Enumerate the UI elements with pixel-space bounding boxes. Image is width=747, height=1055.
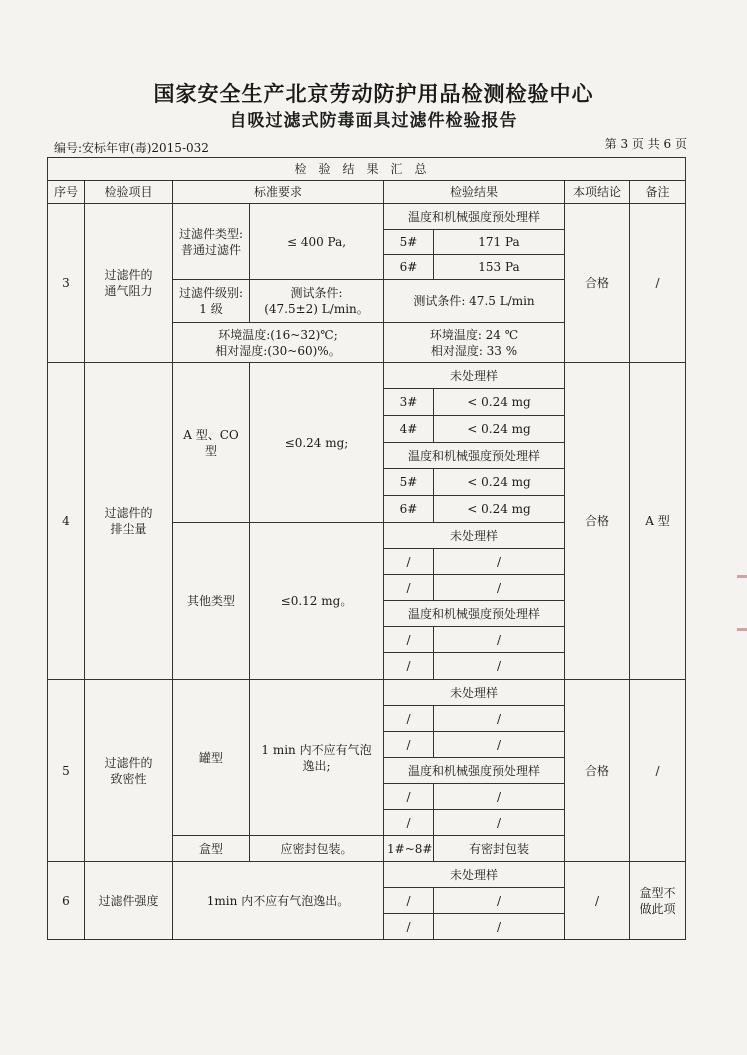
col-header-conclusion: 本项结论 xyxy=(565,181,630,204)
sample-id: / xyxy=(384,549,434,575)
result-subheader: 温度和机械强度预处理样 xyxy=(384,601,565,627)
result-subheader: 未处理样 xyxy=(384,363,565,389)
requirement-value: 1min 内不应有气泡逸出。 xyxy=(173,862,384,940)
sample-id: / xyxy=(384,810,434,836)
row-number: 3 xyxy=(48,204,85,363)
requirement-label: 过滤件级别: 1 级 xyxy=(173,280,250,323)
filter-type: 其他类型 xyxy=(173,523,250,680)
result-subheader: 未处理样 xyxy=(384,680,565,706)
margin-mark xyxy=(737,575,747,578)
summary-title: 检验结果汇总 xyxy=(48,158,686,181)
result-value: < 0.24 mg xyxy=(434,416,565,443)
result-subheader: 温度和机械强度预处理样 xyxy=(384,758,565,784)
filter-type: A 型、CO 型 xyxy=(173,363,250,523)
conclusion: 合格 xyxy=(565,204,630,363)
sample-id: / xyxy=(384,575,434,601)
result-subheader: 未处理样 xyxy=(384,523,565,549)
requirement-value: 1 min 内不应有气泡 逸出; xyxy=(250,680,384,836)
table-row xyxy=(48,862,686,888)
margin-mark xyxy=(737,628,747,631)
conclusion: 合格 xyxy=(565,680,630,862)
requirement-value: ≤ 400 Pa, xyxy=(250,204,384,280)
col-header-result: 检验结果 xyxy=(384,181,565,204)
result-subheader: 温度和机械强度预处理样 xyxy=(384,443,565,469)
col-header-requirement: 标准要求 xyxy=(173,181,384,204)
result-value: / xyxy=(434,706,565,732)
row-number: 6 xyxy=(48,862,85,940)
result-value: / xyxy=(434,914,565,940)
result-value: / xyxy=(434,627,565,653)
table-row xyxy=(48,363,686,389)
result-value: / xyxy=(434,810,565,836)
table-row xyxy=(48,680,686,706)
sample-id: 5# xyxy=(384,469,434,496)
sample-id: / xyxy=(384,653,434,680)
filter-type: 罐型 xyxy=(173,680,250,836)
note: / xyxy=(630,204,686,363)
result-value: / xyxy=(434,784,565,810)
sample-id: 4# xyxy=(384,416,434,443)
item-name: 过滤件的 通气阻力 xyxy=(85,204,173,363)
requirement-value: ≤0.24 mg; xyxy=(250,363,384,523)
result-value: < 0.24 mg xyxy=(434,496,565,523)
col-header-note: 备注 xyxy=(630,181,686,204)
result-value: 有密封包装 xyxy=(434,836,565,862)
result-value: 153 Pa xyxy=(434,255,565,280)
page-number: 第 3 页 共 6 页 xyxy=(604,137,687,151)
sample-id: 1#~8# xyxy=(384,836,434,862)
result-value: / xyxy=(434,653,565,680)
item-name: 过滤件的 排尘量 xyxy=(85,363,173,680)
result-value: < 0.24 mg xyxy=(434,469,565,496)
item-name: 过滤件的 致密性 xyxy=(85,680,173,862)
sample-id: / xyxy=(384,732,434,758)
environment-requirement: 环境温度:(16~32)℃; 相对湿度:(30~60)%。 xyxy=(173,323,384,363)
result-value: / xyxy=(434,575,565,601)
column-header-row xyxy=(48,181,686,204)
result-value: / xyxy=(434,888,565,914)
document-number: 编号:安标年审(毒)2015-032 xyxy=(54,141,209,155)
environment-result: 环境温度: 24 ℃ 相对湿度: 33 % xyxy=(384,323,565,363)
results-table xyxy=(47,157,686,940)
requirement-value: ≤0.12 mg。 xyxy=(250,523,384,680)
sample-id: 6# xyxy=(384,496,434,523)
col-header-item: 检验项目 xyxy=(85,181,173,204)
sample-id: / xyxy=(384,888,434,914)
conclusion: / xyxy=(565,862,630,940)
report-title: 自吸过滤式防毒面具过滤件检验报告 xyxy=(229,111,518,131)
test-condition: 测试条件: 47.5 L/min xyxy=(384,280,565,323)
filter-type: 盒型 xyxy=(173,836,250,862)
sample-id: / xyxy=(384,784,434,810)
table-row xyxy=(48,204,686,230)
item-name: 过滤件强度 xyxy=(85,862,173,940)
requirement-label: 过滤件类型: 普通过滤件 xyxy=(173,204,250,280)
sample-id: / xyxy=(384,627,434,653)
result-value: / xyxy=(434,732,565,758)
requirement-value: 应密封包装。 xyxy=(250,836,384,862)
result-value: 171 Pa xyxy=(434,230,565,255)
note: 盒型不 做此项 xyxy=(630,862,686,940)
result-subheader: 温度和机械强度预处理样 xyxy=(384,204,565,230)
sample-id: 6# xyxy=(384,255,434,280)
sample-id: / xyxy=(384,706,434,732)
conclusion: 合格 xyxy=(565,363,630,680)
note: A 型 xyxy=(630,363,686,680)
result-value: / xyxy=(434,549,565,575)
col-header-no: 序号 xyxy=(48,181,85,204)
org-title: 国家安全生产北京劳动防护用品检测检验中心 xyxy=(153,82,594,106)
summary-row xyxy=(48,158,686,181)
sample-id: 3# xyxy=(384,389,434,416)
row-number: 4 xyxy=(48,363,85,680)
sample-id: / xyxy=(384,914,434,940)
result-value: < 0.24 mg xyxy=(434,389,565,416)
sample-id: 5# xyxy=(384,230,434,255)
row-number: 5 xyxy=(48,680,85,862)
result-subheader: 未处理样 xyxy=(384,862,565,888)
requirement-value: 测试条件: (47.5±2) L/min。 xyxy=(250,280,384,323)
note: / xyxy=(630,680,686,862)
